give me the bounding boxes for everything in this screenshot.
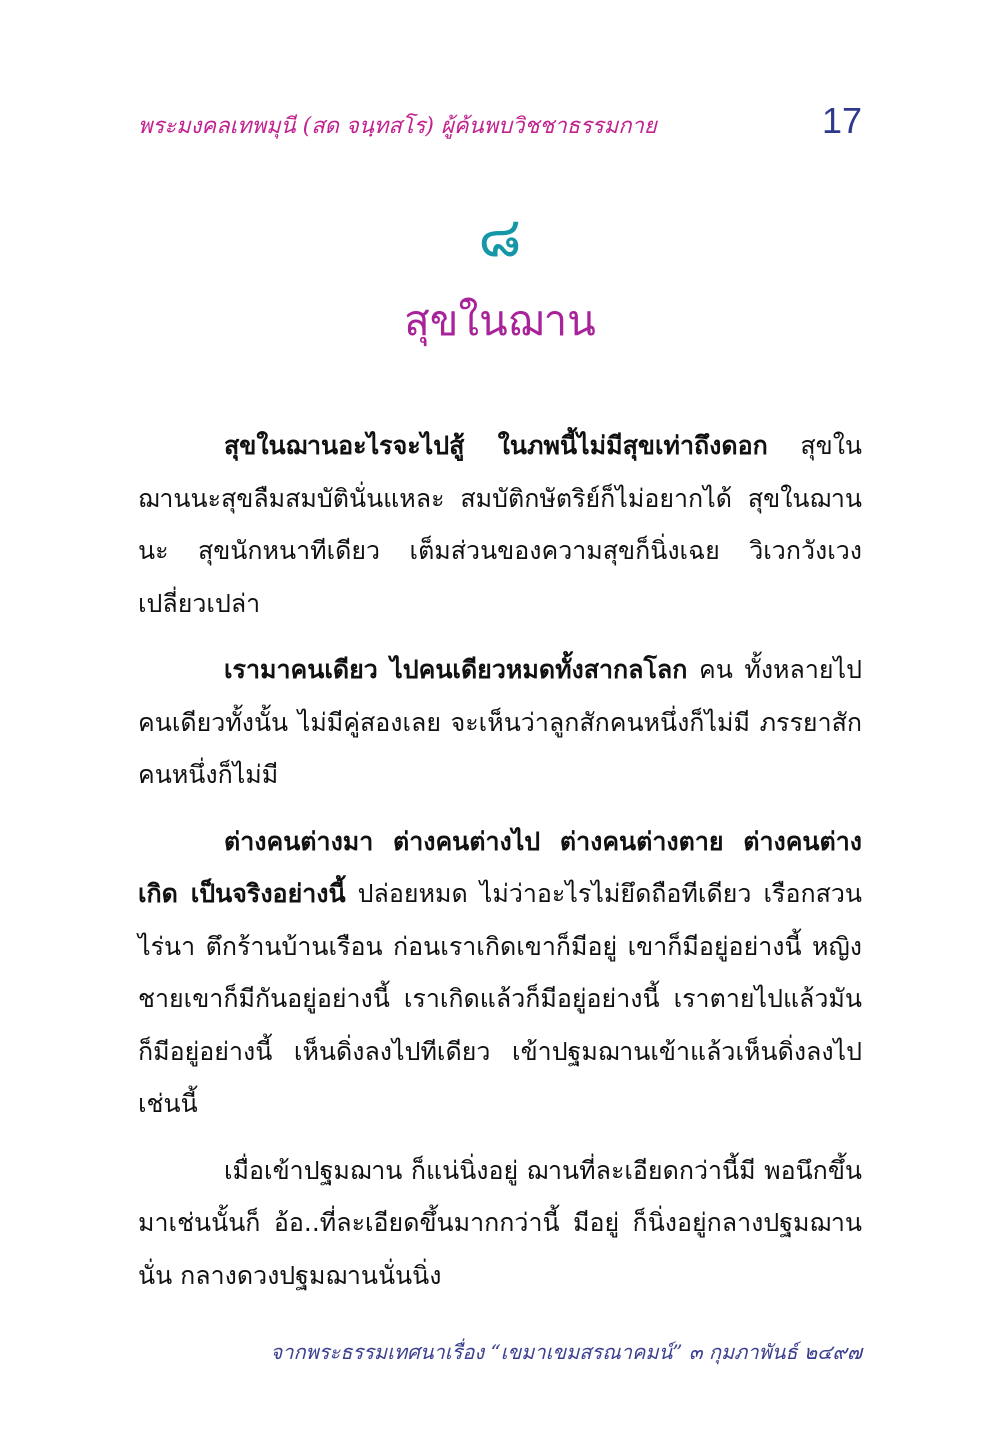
- chapter-title: สุขในฌาน: [404, 296, 596, 345]
- paragraph-lead: เรามาคนเดียว ไปคนเดียวหมดทั้งสากลโลก: [224, 655, 688, 684]
- paragraph-text: สุขในฌานนะสุขลืมสมบัตินั่นแหละ สมบัติกษัตริย์ก็ไม่อยากได้ สุขในฌานนะ สุขนักหนาทีเดียว เต็มส่วนของความสุขก็นิ่งเฉย วิเวกวังเวงเปลี่ยวเปล่า: [138, 431, 862, 618]
- paragraph-lead: ต่างคนต่างมา ต่างคนต่างไป ต่างคนต่างตาย ต่างคนต่างเกิด เป็นจริงอย่างนี้: [138, 826, 862, 908]
- paragraph-text: เมื่อเข้าปฐมฌาน ก็แน่นิ่งอยู่ ฌานที่ละเอียดกว่านี้มี พอนึกขึ้นมาเช่นนั้นก็ อ้อ..ที่ละเอียดขึ้นมากกว่านี้ มีอยู่ ก็นิ่งอยู่กลางปฐมฌานนั่น กลางดวงปฐมฌานนั่นนิ่ง: [138, 1155, 862, 1290]
- source-footer: จากพระธรรมเทศนาเรื่อง “เขมาเขมสรณาคมน์” ๓ กุมภาพันธ์ ๒๔๙๗: [270, 1340, 862, 1364]
- paragraph: [138, 644, 862, 802]
- paragraph-text: คน ทั้งหลายไปคนเดียวทั้งนั้น ไม่มีคู่สองเลย จะเห็นว่าลูกสักคนหนึ่งก็ไม่มี ภรรยาสักคนหนึ่งก็ไม่มี: [138, 655, 862, 789]
- paragraph-text: ปล่อยหมด ไม่ว่าอะไรไม่ยึดถือทีเดียว เรือกสวนไร่นา ตึกร้านบ้านเรือน ก่อนเราเกิดเขาก็มีอยู่ เขาก็มีอยู่อย่างนี้ หญิงชายเขาก็มีกันอยู่อย่างนี้ เราเกิดแล้วก็มีอยู่อย่างนี้ เราตายไปแล้วมันก็มีอยู่อย่างนี้ เห็นดิ่งลงไปทีเดียว เข้าปฐมฌานเข้าแล้วเห็นดิ่งลงไปเช่นนี้: [138, 879, 862, 1118]
- page-number: 17: [821, 100, 862, 141]
- running-header: พระมงคลเทพมุนี (สด จนฺทสโร) ผู้ค้นพบวิชชาธรรมกาย: [138, 114, 657, 139]
- body-text: [138, 420, 862, 1316]
- chapter-number: ๘: [478, 205, 522, 270]
- paragraph: [138, 1145, 862, 1303]
- paragraph: [138, 420, 862, 630]
- paragraph: [138, 816, 862, 1131]
- paragraph-lead: สุขในฌานอะไรจะไปสู้ ในภพนี้ไม่มีสุขเท่าถึงดอก: [224, 431, 768, 460]
